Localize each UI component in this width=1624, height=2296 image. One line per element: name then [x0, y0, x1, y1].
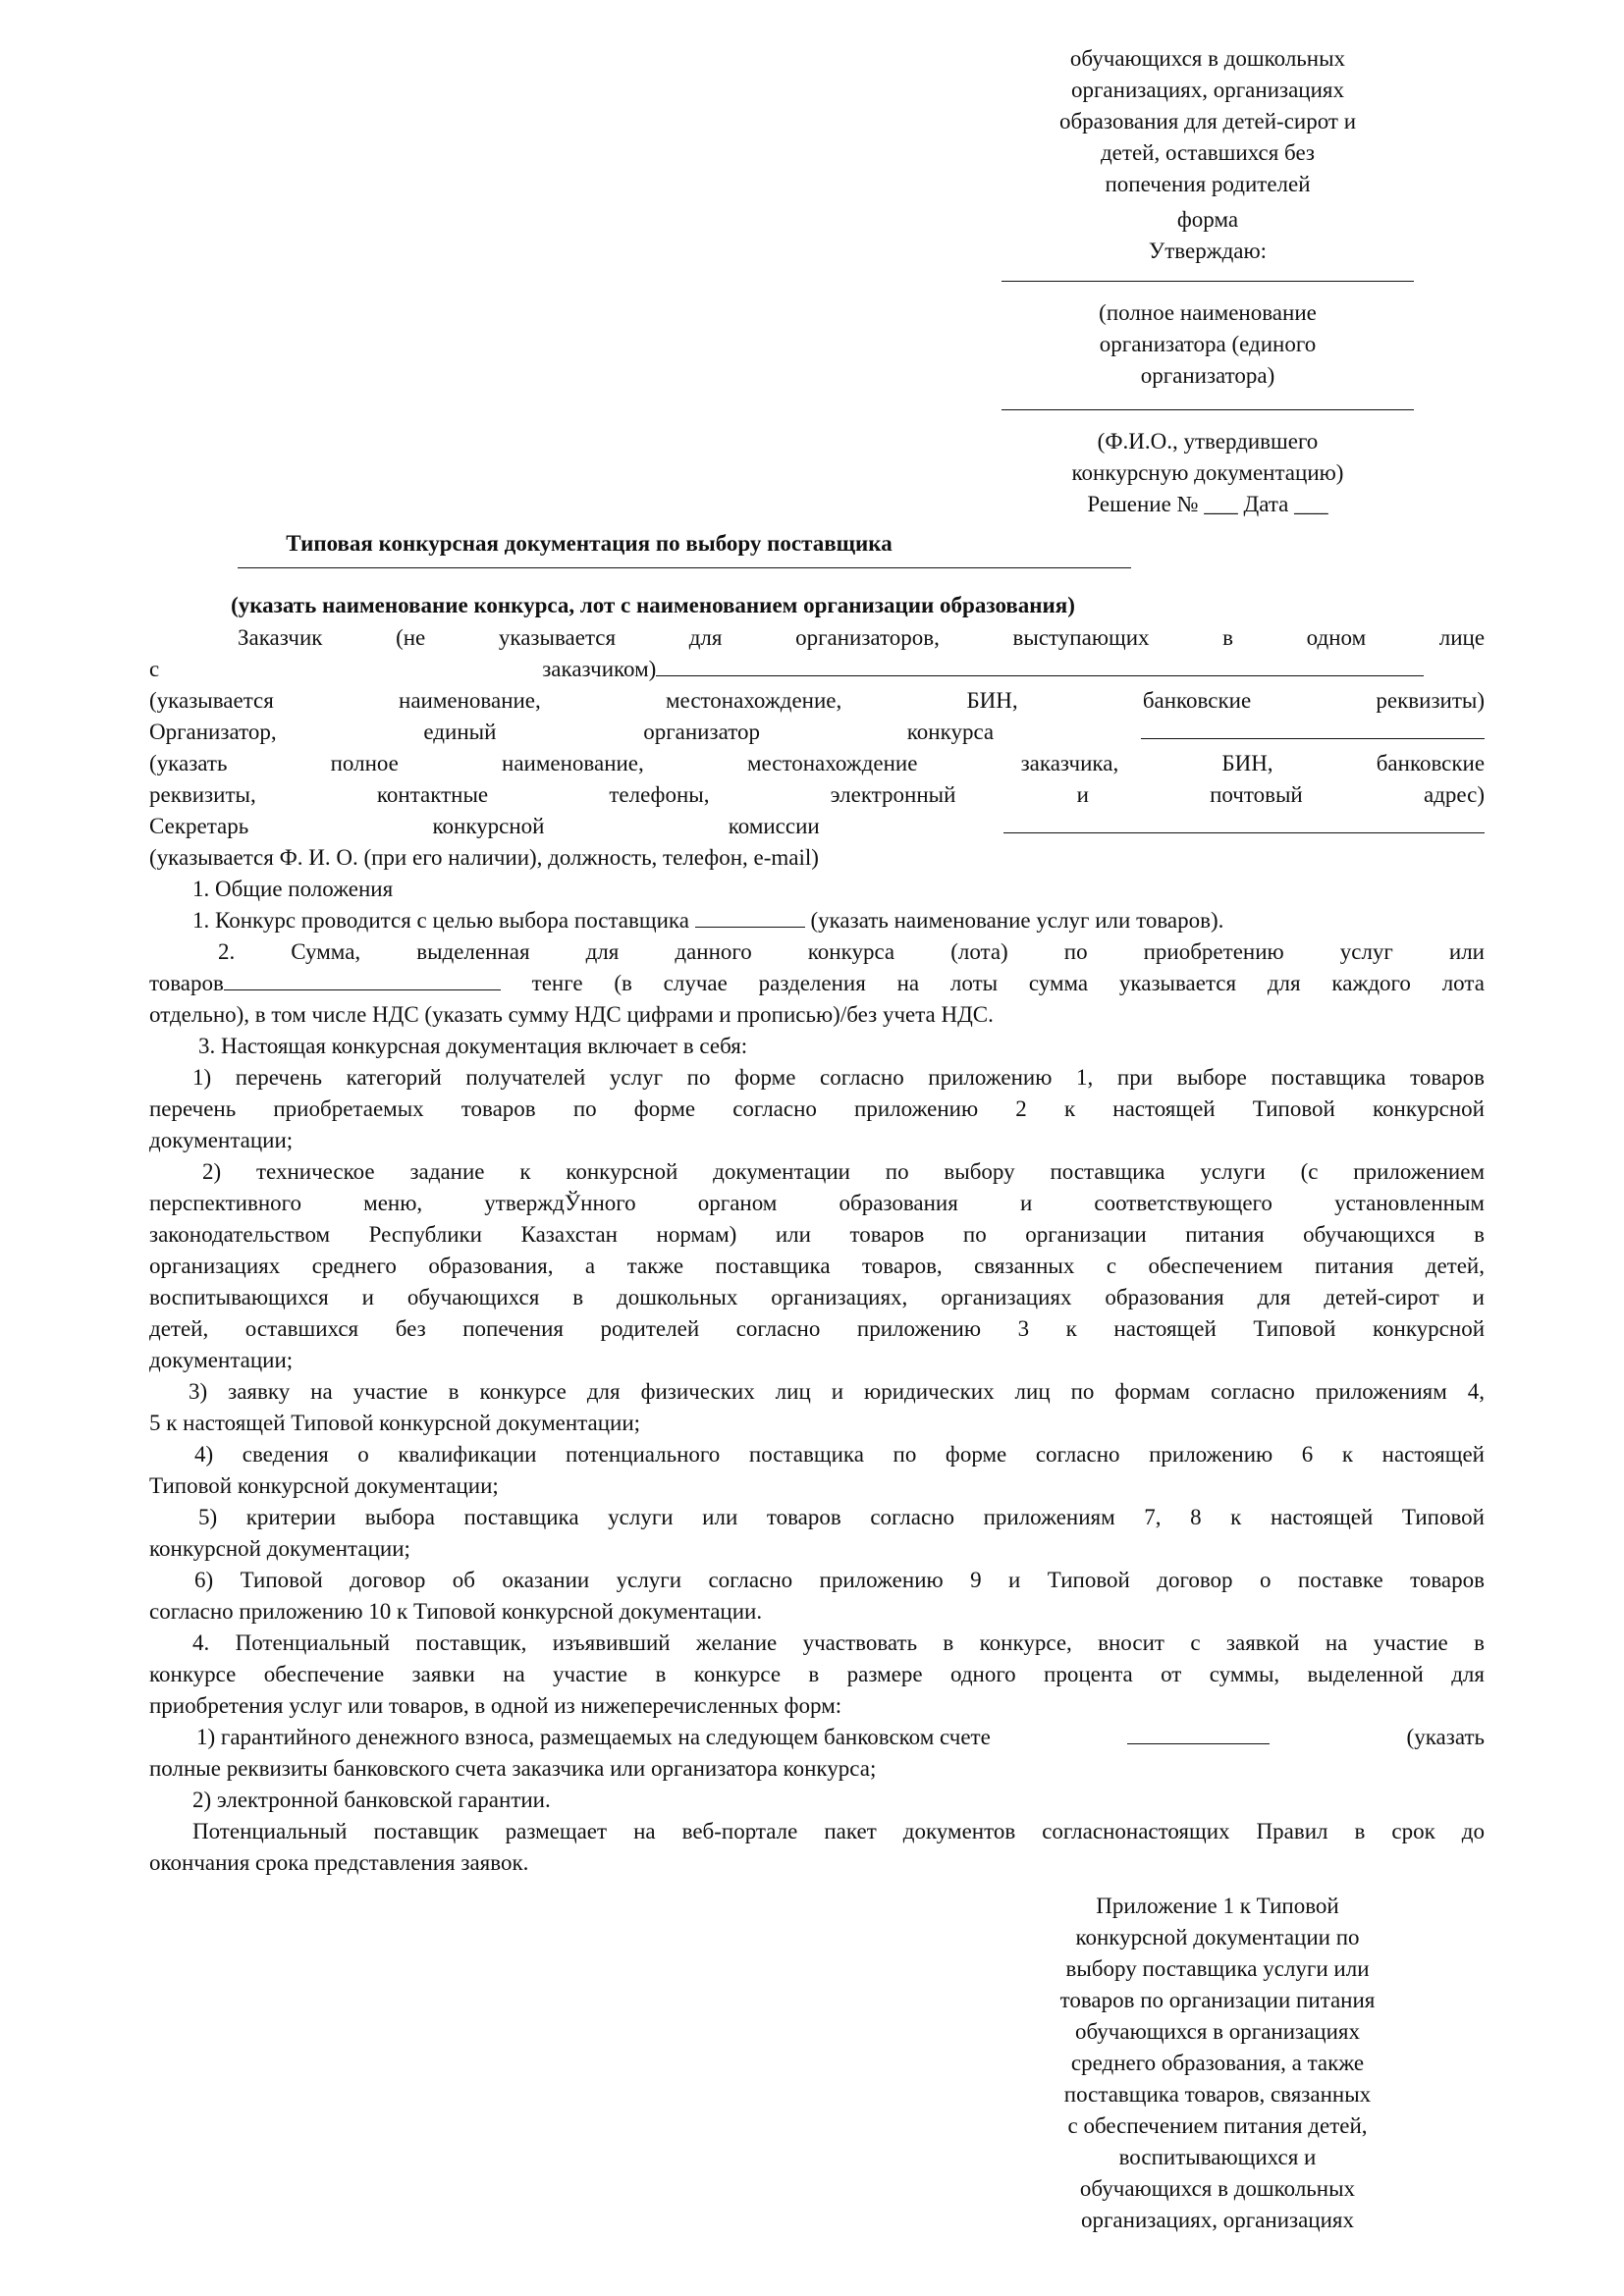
item-1-line-2: перечень приобретаемых товаров по форме согласно приложению 2 к настоящей Типовой конкурсной [149, 1096, 1485, 1121]
appendix-line: конкурсной документации по [1075, 1925, 1360, 1949]
item-3-line-2: 5 к настоящей Типовой конкурсной документации; [149, 1411, 641, 1435]
organizer-requisites-2: реквизиты, контактные телефоны, электронный и почтовый адрес) [149, 782, 1485, 807]
document-body [149, 622, 1485, 1879]
service-name-blank [695, 905, 805, 928]
item-2-line-3: законодательством Республики Казахстан нормам) или товаров по организации питания обучающихся в [149, 1222, 1485, 1247]
title-underline [238, 567, 1131, 568]
form-label: форма [1176, 207, 1239, 232]
item-2-line-2: перспективного меню, утверждЎнного органом образования и соответствующего установленным [149, 1191, 1485, 1215]
organizer-caption: организатора) [1140, 363, 1275, 388]
document-title: Типовая конкурсная документация по выбору поставщика [286, 531, 893, 556]
item-6-line-2: согласно приложению 10 к Типовой конкурсной документации. [149, 1599, 763, 1624]
appendix-line: организациях, организациях [1081, 2208, 1354, 2232]
fio-caption: конкурсную документацию) [1071, 460, 1344, 485]
approval-block [1001, 43, 1414, 520]
paragraph-4-line-1: 4. Потенциальный поставщик, изъявивший желание участвовать в конкурсе, вносит с заявкой на участие в [192, 1630, 1485, 1655]
header-line: детей, оставшихся без [1100, 140, 1316, 165]
document-subtitle: (указать наименование конкурса, лот с наименованием организации образования) [231, 593, 1075, 617]
item-2-line-4: организациях среднего образования, а также поставщика товаров, связанных с обеспечением питания детей, [149, 1254, 1485, 1278]
paragraph-4-line-2: конкурсе обеспечение заявки на участие в конкурсе в размере одного процента от суммы, выделенной для [149, 1662, 1485, 1686]
item-1-line-3: документации; [149, 1128, 294, 1152]
appendix-line: воспитывающихся и [1118, 2145, 1317, 2169]
amount-blank [224, 968, 501, 990]
customer-requisites: (указывается наименование, местонахождение, БИН, банковские реквизиты) [149, 688, 1485, 713]
organizer-caption: (полное наименование [1099, 300, 1317, 325]
appendix-1-header [1021, 1891, 1414, 2236]
item-4-line-2: Типовой конкурсной документации; [149, 1473, 499, 1498]
fio-signature-line [1001, 396, 1414, 410]
customer-blank [656, 654, 1424, 676]
item-2-line-7: документации; [149, 1348, 294, 1372]
item-5-line-2: конкурсной документации; [149, 1536, 410, 1561]
paragraph-2-line-3: отдельно), в том числе НДС (указать сумму НДС цифрами и прописью)/без учета НДС. [149, 1002, 994, 1027]
header-line: обучающихся в дошкольных [1069, 46, 1346, 71]
customer-line: Заказчик (не указывается для организаторов, выступающих в одном лице [238, 625, 1485, 650]
paragraph-1: 1. Конкурс проводится с целью выбора поставщика (указать наименование услуг или товаров). [149, 905, 1485, 936]
organizer-line: Организатор, единый организатор конкурса [149, 717, 1485, 748]
section-general: 1. Общие положения [192, 877, 394, 901]
appendix-line: Приложение 1 к Типовой [1096, 1894, 1339, 1918]
appendix-line: выбору поставщика услуги или [1065, 1956, 1370, 1981]
appendix-line: обучающихся в организациях [1074, 2019, 1361, 2044]
secretary-requisites: (указывается Ф. И. О. (при его наличии), должность, телефон, e-mail) [149, 845, 819, 870]
item-5-line-1: 5) критерии выбора поставщика услуги или товаров согласно приложениям 7, 8 к настоящей Типовой [198, 1505, 1485, 1529]
paragraph-2-line-1: 2. Сумма, выделенная для данного конкурса (лота) по приобретению услуг или [218, 939, 1485, 964]
final-paragraph-line-1: Потенциальный поставщик размещает на веб-портале пакет документов согласнонастоящих Правил в срок до [192, 1819, 1485, 1843]
paragraph-3: 3. Настоящая конкурсная документация включает в себя: [198, 1034, 748, 1058]
decision-line: Решение № ___ Дата ___ [1087, 492, 1328, 516]
paragraph-4-line-3: приобретения услуг или товаров, в одной из нижеперечисленных форм: [149, 1693, 842, 1718]
header-line: организациях, организациях [1071, 78, 1344, 102]
organizer-signature-line [1001, 267, 1414, 282]
item-3-line-1: 3) заявку на участие в конкурсе для физических лиц и юридических лиц по формам согласно приложениям 4, [189, 1379, 1485, 1404]
appendix-line: обучающихся в дошкольных [1079, 2176, 1356, 2201]
organizer-blank [1141, 717, 1485, 739]
header-line: попечения родителей [1105, 172, 1311, 196]
organizer-caption: организатора (единого [1099, 332, 1317, 356]
customer-line-2: с заказчиком) [149, 654, 1485, 685]
item-1-line-1: 1) перечень категорий получателей услуг по форме согласно приложению 1, при выборе поставщика товаров [192, 1065, 1485, 1090]
appendix-line: товаров по организации питания [1059, 1988, 1376, 2012]
item-2-line-6: детей, оставшихся без попечения родителей согласно приложению 3 к настоящей Типовой конкурсной [149, 1316, 1485, 1341]
item-2-line-1: 2) техническое задание к конкурсной документации по выбору поставщика услуги (с приложением [202, 1159, 1485, 1184]
organizer-requisites-1: (указать полное наименование, местонахождение заказчика, БИН, банковские [149, 751, 1485, 775]
fio-caption: (Ф.И.О., утвердившего [1097, 429, 1319, 454]
appendix-line: с обеспечением питания детей, [1067, 2113, 1368, 2138]
form-1-line-1: 1) гарантийного денежного взноса, размещаемых на следующем банковском счете (указать [149, 1722, 1485, 1753]
header-line: образования для детей-сирот и [1058, 109, 1357, 133]
approve-label: Утверждаю: [1148, 239, 1268, 263]
secretary-line: Секретарь конкурсной комиссии [149, 811, 1485, 842]
form-2: 2) электронной банковской гарантии. [192, 1788, 551, 1812]
item-6-line-1: 6) Типовой договор об оказании услуги согласно приложению 9 и Типовой договор о поставке товаров [194, 1568, 1485, 1592]
final-paragraph-line-2: окончания срока представления заявок. [149, 1850, 529, 1875]
secretary-blank [1003, 811, 1485, 833]
appendix-line: среднего образования, а также [1070, 2051, 1365, 2075]
item-4-line-1: 4) сведения о квалификации потенциального поставщика по форме согласно приложению 6 к настоящей [194, 1442, 1485, 1467]
form-1-line-2: полные реквизиты банковского счета заказчика или организатора конкурса; [149, 1756, 877, 1781]
appendix-line: поставщика товаров, связанных [1063, 2082, 1372, 2107]
item-2-line-5: воспитывающихся и обучающихся в дошкольных организациях, организациях образования для детей-сирот и [149, 1285, 1485, 1309]
paragraph-2-line-2: товаров тенге (в случае разделения на лоты сумма указывается для каждого лота [149, 968, 1485, 999]
bank-account-blank [1127, 1722, 1270, 1744]
